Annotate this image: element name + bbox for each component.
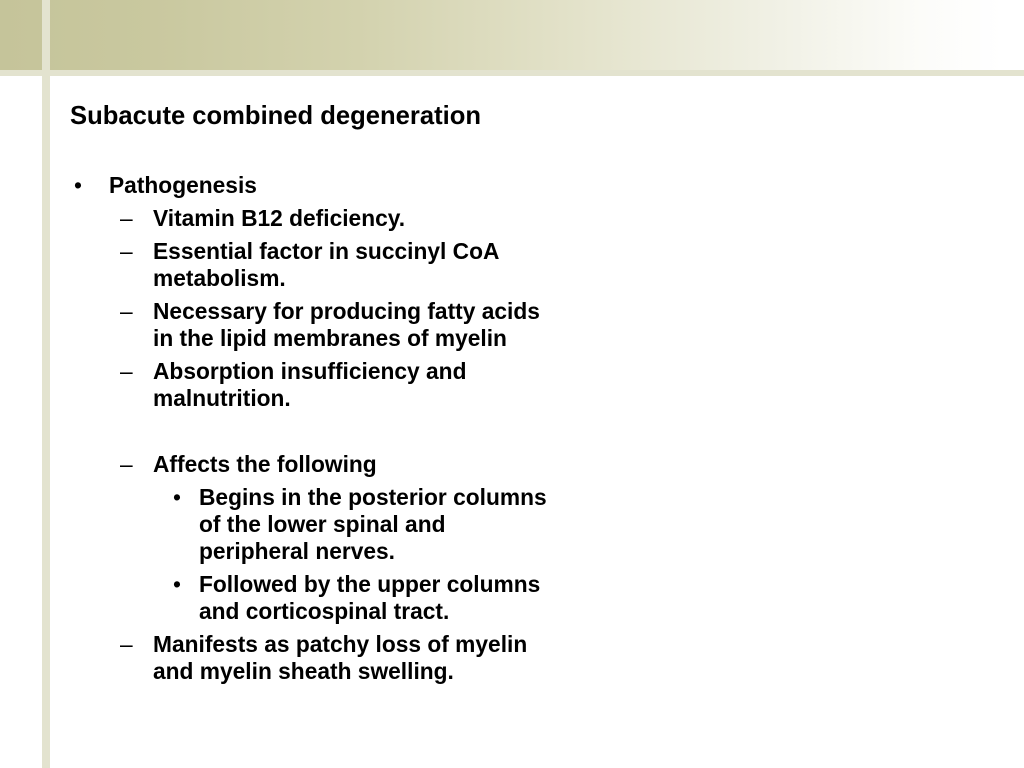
sub-sub-bullet-text: Begins in the posterior columns of the lower spinal and peripheral nerves. — [199, 484, 547, 564]
sub-bullet-fatty-acids — [0, 298, 1024, 352]
sub-bullet-text: Absorption insufficiency and malnutrition. — [153, 358, 467, 411]
sub-bullet-text: Affects the following — [153, 451, 377, 477]
bullet-marker: • — [173, 484, 181, 510]
sub-bullet-text: Essential factor in succinyl CoA metabolism. — [153, 238, 499, 291]
bullet-text: Pathogenesis — [109, 172, 257, 198]
sub-sub-bullet-text: Followed by the upper columns and corticospinal tract. — [199, 571, 541, 624]
dash-marker: – — [120, 298, 133, 324]
bullet-marker: • — [173, 571, 181, 597]
sub-bullet-text: Vitamin B12 deficiency. — [153, 205, 406, 231]
sub-sub-bullet-upper-columns — [0, 571, 1024, 625]
dash-marker: – — [120, 358, 133, 384]
sub-sub-bullet-posterior-columns — [0, 484, 1024, 565]
horizontal-accent-stripe — [0, 70, 1024, 76]
dash-marker: – — [120, 205, 133, 231]
bullet-pathogenesis — [0, 172, 1024, 199]
sub-bullet-succinyl-coa — [0, 238, 1024, 292]
sub-bullet-affects — [0, 451, 1024, 478]
sub-bullet-absorption — [0, 358, 1024, 412]
slide-outline — [0, 172, 1024, 685]
slide-title: Subacute combined degeneration — [70, 102, 481, 130]
sub-bullet-text: Necessary for producing fatty acids in the lipid membranes of myelin — [153, 298, 540, 351]
dash-marker: – — [120, 451, 133, 477]
sub-bullet-text: Manifests as patchy loss of myelin and myelin sheath swelling. — [153, 631, 528, 684]
header-band — [0, 0, 1024, 70]
bullet-marker: • — [74, 172, 82, 198]
dash-marker: – — [120, 238, 133, 264]
dash-marker: – — [120, 631, 133, 657]
sub-bullet-manifests — [0, 631, 1024, 685]
sub-bullet-vitamin-b12 — [0, 205, 1024, 232]
